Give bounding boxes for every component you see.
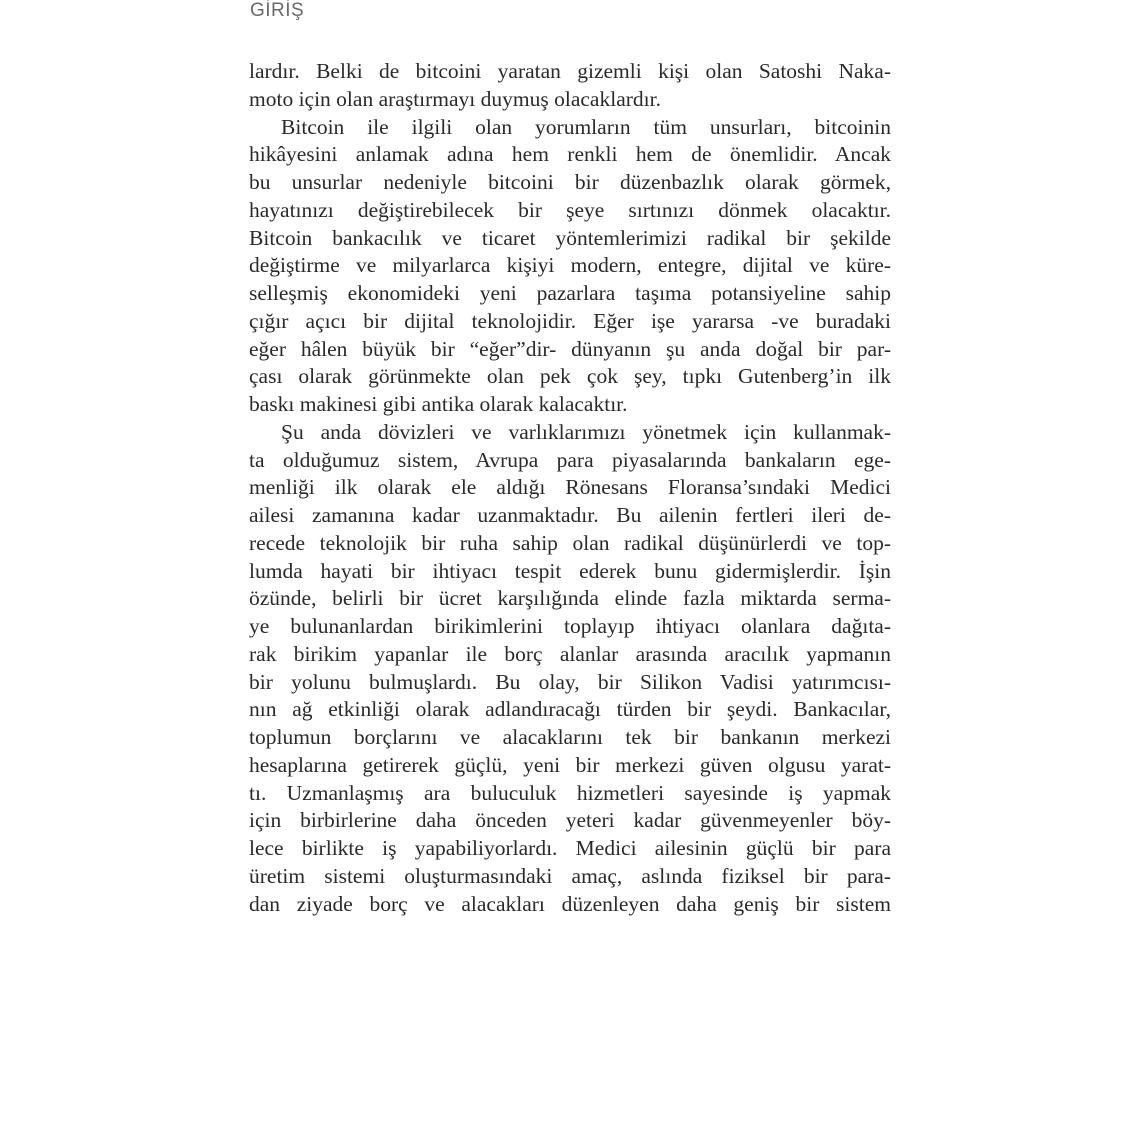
text-line: recede teknolojik bir ruha sahip olan radikal düşünürlerdi ve top- — [249, 530, 891, 555]
text-line: menliği ilk olarak ele aldığı Rönesans Floransa’sındaki Medici — [249, 475, 891, 500]
paragraph-3 — [249, 419, 891, 919]
text-line: değiştirme ve milyarlarca kişiyi modern, entegre, dijital ve küre- — [249, 253, 891, 278]
text-line: için birbirlerine daha önceden yeteri kadar güvenmeyenler böy- — [249, 808, 891, 833]
text-line: toplumun borçlarını ve alacaklarını tek bir bankanın merkezi — [249, 725, 891, 749]
text-line: çığır açıcı bir dijital teknolojidir. Eğer işe yararsa -ve buradaki — [249, 308, 891, 333]
text-line: lumda hayati bir ihtiyacı tespit ederek bunu gidermişlerdir. İşin — [249, 558, 891, 583]
text-line: bir yolunu bulmuşlardı. Bu olay, bir Silikon Vadisi yatırımcısı- — [249, 669, 891, 694]
text-line: lece birlikte iş yapabiliyorlardı. Medici ailesinin güçlü bir para — [249, 836, 891, 860]
paragraph-1 — [249, 58, 891, 114]
text-line: selleşmiş ekonomideki yeni pazarlara taşıma potansiyeline sahip — [249, 281, 891, 305]
text-line: tı. Uzmanlaşmış ara buluculuk hizmetleri sayesinde iş yapmak — [249, 780, 891, 805]
text-line: ta olduğumuz sistem, Avrupa para piyasalarında bankaların ege- — [249, 447, 891, 472]
text-line: rak birikim yapanlar ile borç alanlar arasında aracılık yapmanın — [249, 641, 891, 666]
text-line: Bitcoin bankacılık ve ticaret yöntemlerimizi radikal bir şekilde — [249, 225, 891, 250]
text-line: Bitcoin ile ilgili olan yorumların tüm unsurları, bitcoinin — [281, 114, 891, 139]
text-line: hikâyesini anlamak adına hem renkli hem de önemlidir. Ancak — [249, 142, 891, 167]
text-line: hayatınızı değiştirebilecek bir şeye sırtınızı dönmek olacaktır. — [249, 197, 891, 222]
text-line: özünde, belirli bir ücret karşılığında elinde fazla miktarda serma- — [249, 586, 891, 611]
text-line: moto için olan araştırmayı duymuş olacaklardır. — [249, 86, 661, 111]
text-line: lardır. Belki de bitcoini yaratan gizemli kişi olan Satoshi Naka- — [249, 59, 891, 83]
text-line: çası olarak görünmekte olan pek çok şey, tıpkı Gutenberg’in ilk — [249, 364, 891, 389]
body-text — [249, 58, 891, 918]
running-head: GİRİŞ — [250, 0, 305, 21]
text-line: nın ağ etkinliği olarak adlandıracağı türden bir şeydi. Bankacılar, — [249, 697, 891, 722]
text-line: bu unsurlar nedeniyle bitcoini bir düzenbazlık olarak görmek, — [249, 170, 891, 194]
text-line: dan ziyade borç ve alacakları düzenleyen daha geniş bir sistem — [249, 891, 891, 916]
text-line: Şu anda dövizleri ve varlıklarımızı yönetmek için kullanmak- — [281, 419, 891, 444]
text-line: hesaplarına getirerek güçlü, yeni bir merkezi güven olgusu yarat- — [249, 752, 891, 777]
text-line: baskı makinesi gibi antika olarak kalacaktır. — [249, 392, 628, 416]
text-line: eğer hâlen büyük bir “eğer”dir- dünyanın şu anda doğal bir par- — [249, 336, 891, 361]
text-line: ye bulunanlardan birikimlerini toplayıp ihtiyacı olanlara dağıta- — [249, 614, 891, 638]
text-line: ailesi zamanına kadar uzanmaktadır. Bu ailenin fertleri ileri de- — [249, 503, 891, 527]
text-line: üretim sistemi oluşturmasındaki amaç, aslında fiziksel bir para- — [249, 863, 891, 888]
paragraph-2 — [249, 114, 891, 419]
